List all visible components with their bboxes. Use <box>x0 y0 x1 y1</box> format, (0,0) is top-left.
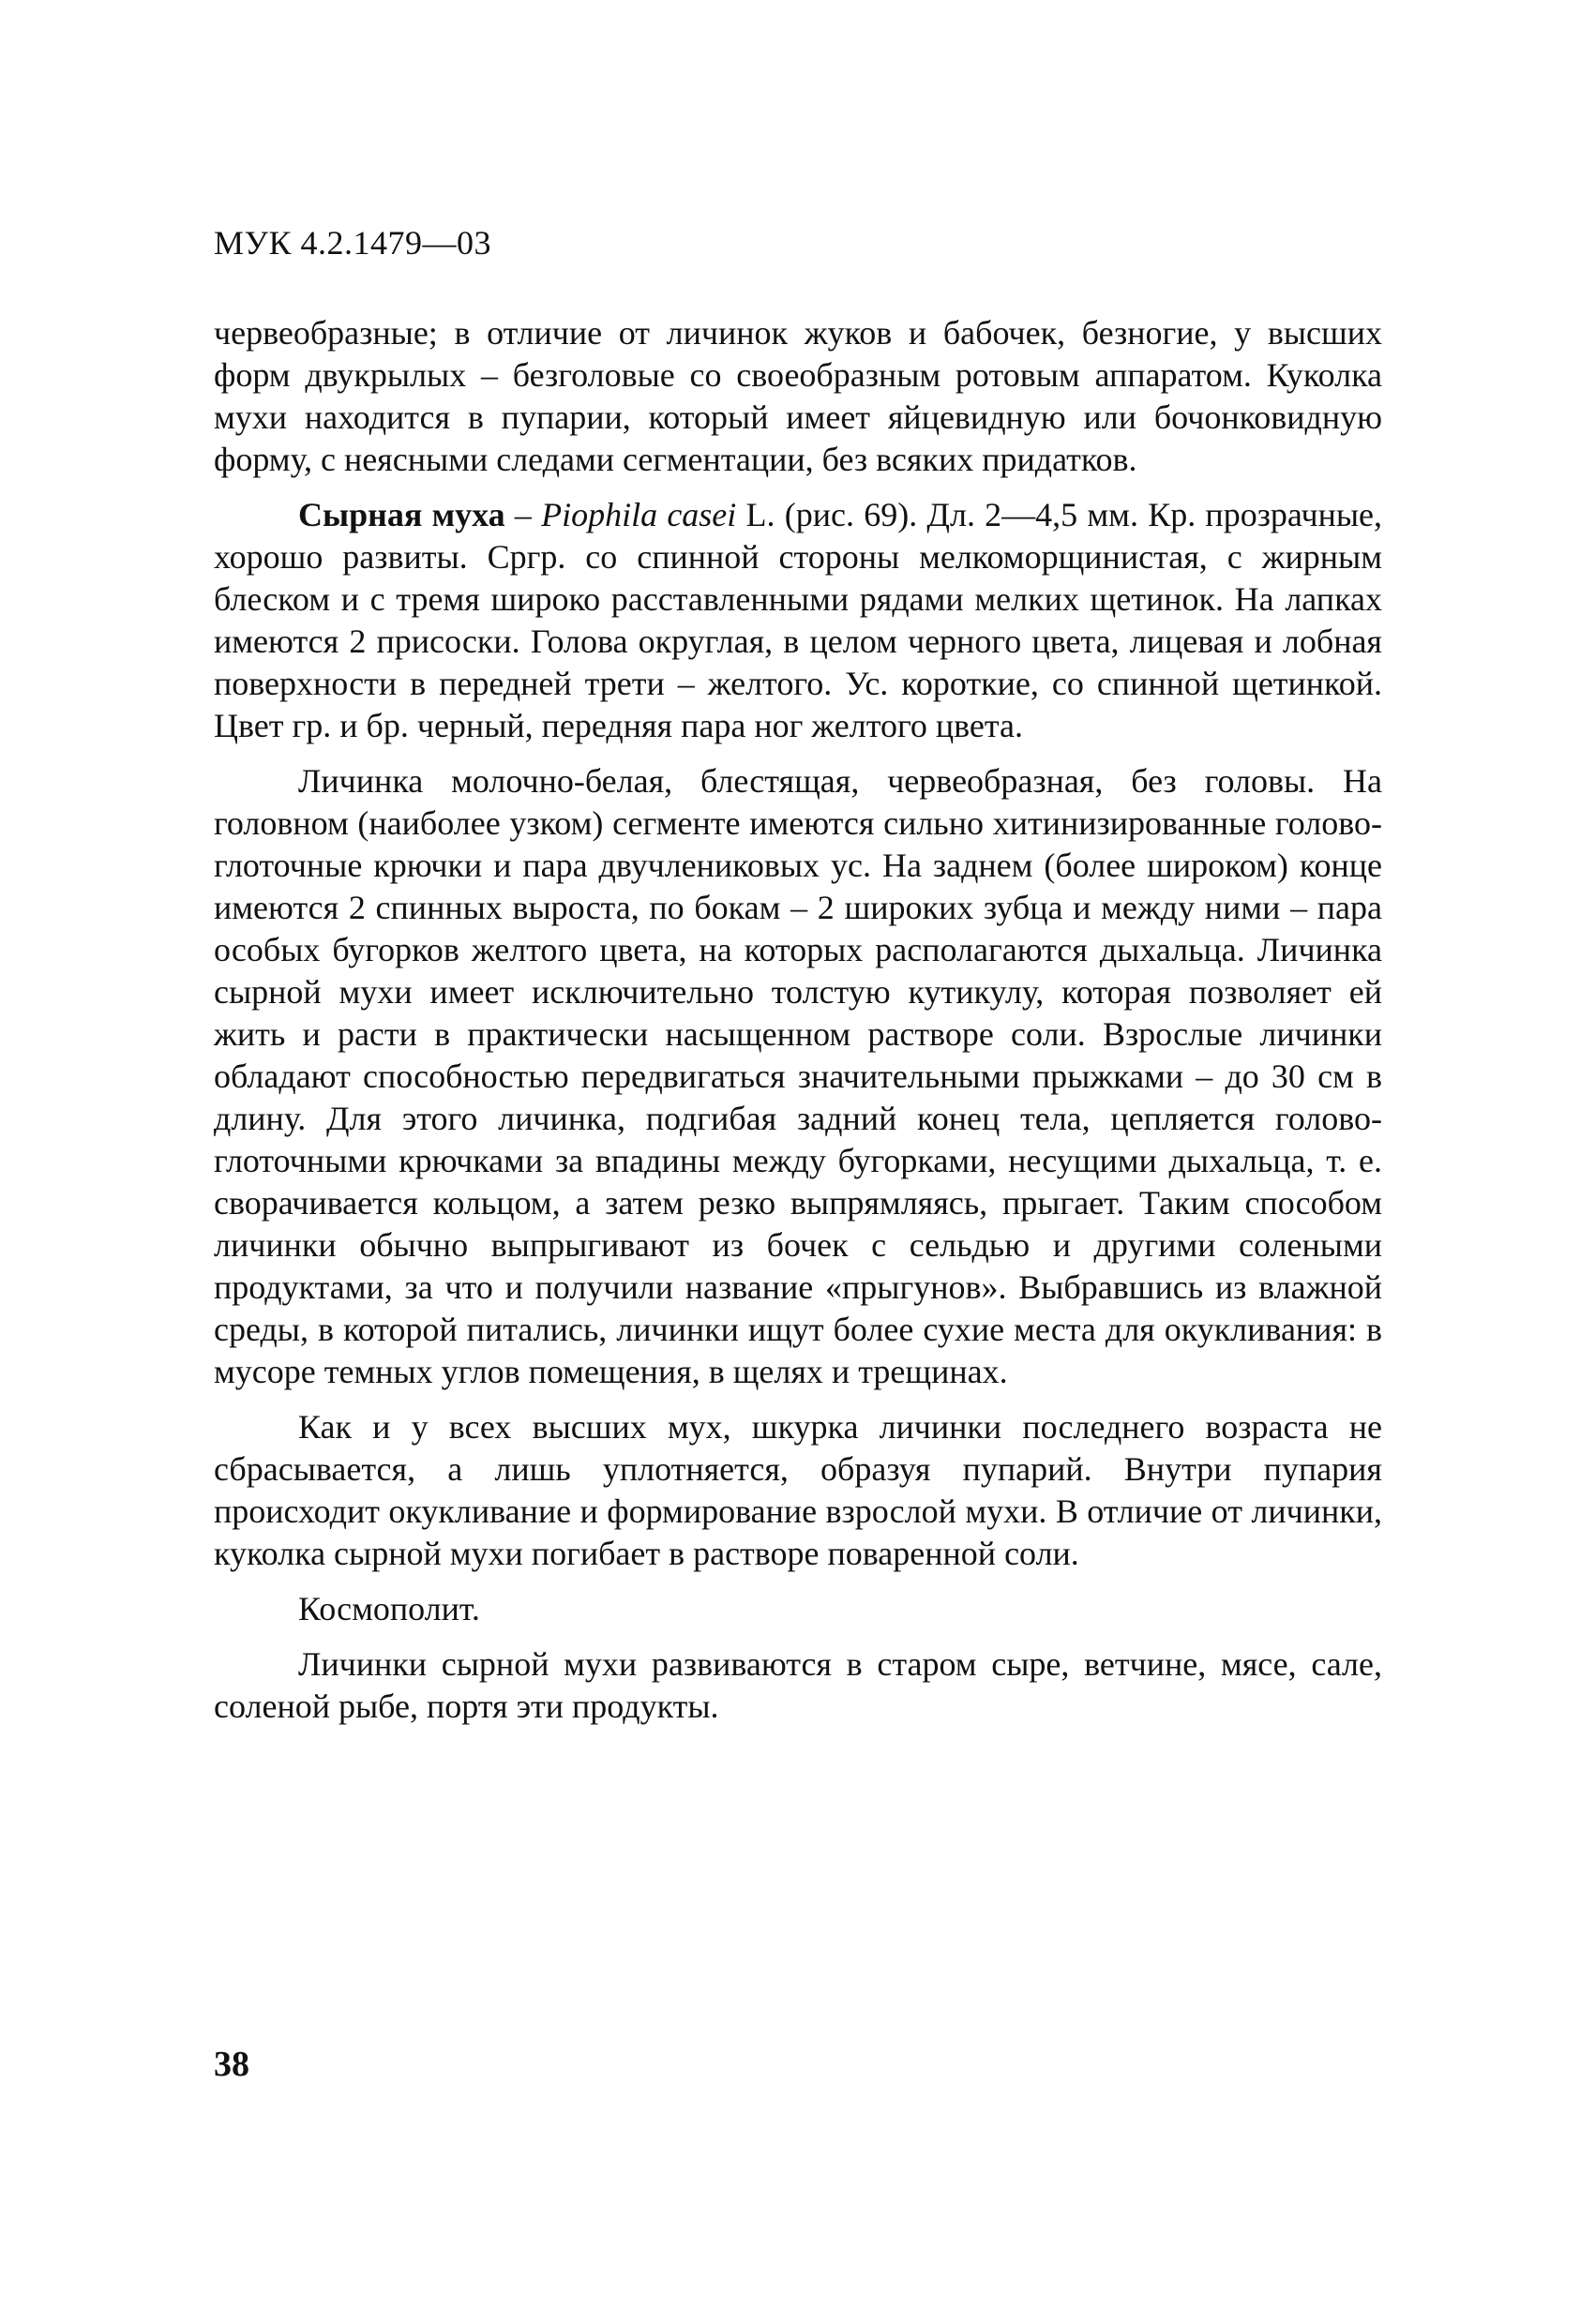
species-name: Сырная муха <box>298 496 505 533</box>
page-body <box>214 312 1382 1741</box>
species-description: L. (рис. 69). Дл. 2—4,5 мм. Кр. прозрачные, хорошо развиты. Сргр. со спинной стороны мелкоморщинистая, с жирным блеском и с тремя широко расставленными рядами мелких щетинок. На лапках имеются 2 присоски. Голова округлая, в целом черного цвета, лицевая и лобная поверхности в передней трети – желтого. Ус. короткие, со спинной щетинкой. Цвет гр. и бр. черный, передняя пара ног желтого цвета. <box>214 496 1382 744</box>
paragraph-continuation: червеобразные; в отличие от личинок жуков и бабочек, безногие, у высших форм двукрылых – безголовые со своеобразным ротовым аппаратом. Куколка мухи находится в пупарии, который имеет яйцевидную или бочонковидную форму, с неясными следами сегментации, без всяких придатков. <box>214 314 1382 478</box>
paragraph-cheese-fly <box>214 494 1382 747</box>
paragraph-larva: Личинка молочно-белая, блестящая, червеобразная, без головы. На головном (наиболее узком) сегменте имеются сильно хитинизированные голово-глоточные крючки и пара двучлениковых ус. На заднем (более широком) конце имеются 2 спинных выроста, по бокам – 2 широких зубца и между ними – пара особых бугорков желтого цвета, на которых располагаются дыхальца. Личинка сырной мухи имеет исключительно толстую кутикулу, которая позволяет ей жить и расти в практически насыщенном растворе соли. Взрослые личинки обладают способностью передвигаться значительными прыжками – до 30 см в длину. Для этого личинка, подгибая задний конец тела, цепляется голово-глоточными крючками за впадины между бугорками, несущими дыхальца, т. е. сворачивается кольцом, а затем резко выпрямляясь, прыгает. Таким способом личинки обычно выпрыгивают из бочек с сельдью и другими солеными продуктами, за что и получили название «прыгунов». Выбравшись из влажной среды, в которой питались, личинки ищут более сухие места для окукливания: в мусоре темных углов помещения, в щелях и трещинах. <box>214 762 1382 1390</box>
paragraph-habitat: Личинки сырной мухи развиваются в старом сыре, ветчине, мясе, сале, соленой рыбе, портя эти продукты. <box>214 1645 1382 1725</box>
latin-name: Piophila casei <box>541 496 737 533</box>
paragraph-distribution: Космополит. <box>298 1590 480 1627</box>
paragraph-puparium: Как и у всех высших мух, шкурка личинки последнего возраста не сбрасывается, а лишь уплотняется, образуя пупарий. Внутри пупария происходит окукливание и формирование взрослой мухи. В отличие от личинки, куколка сырной мухи погибает в растворе поваренной соли. <box>214 1408 1382 1572</box>
page-number: 38 <box>214 2045 249 2084</box>
dash: – <box>504 496 542 533</box>
document-code: МУК 4.2.1479—03 <box>214 224 492 262</box>
